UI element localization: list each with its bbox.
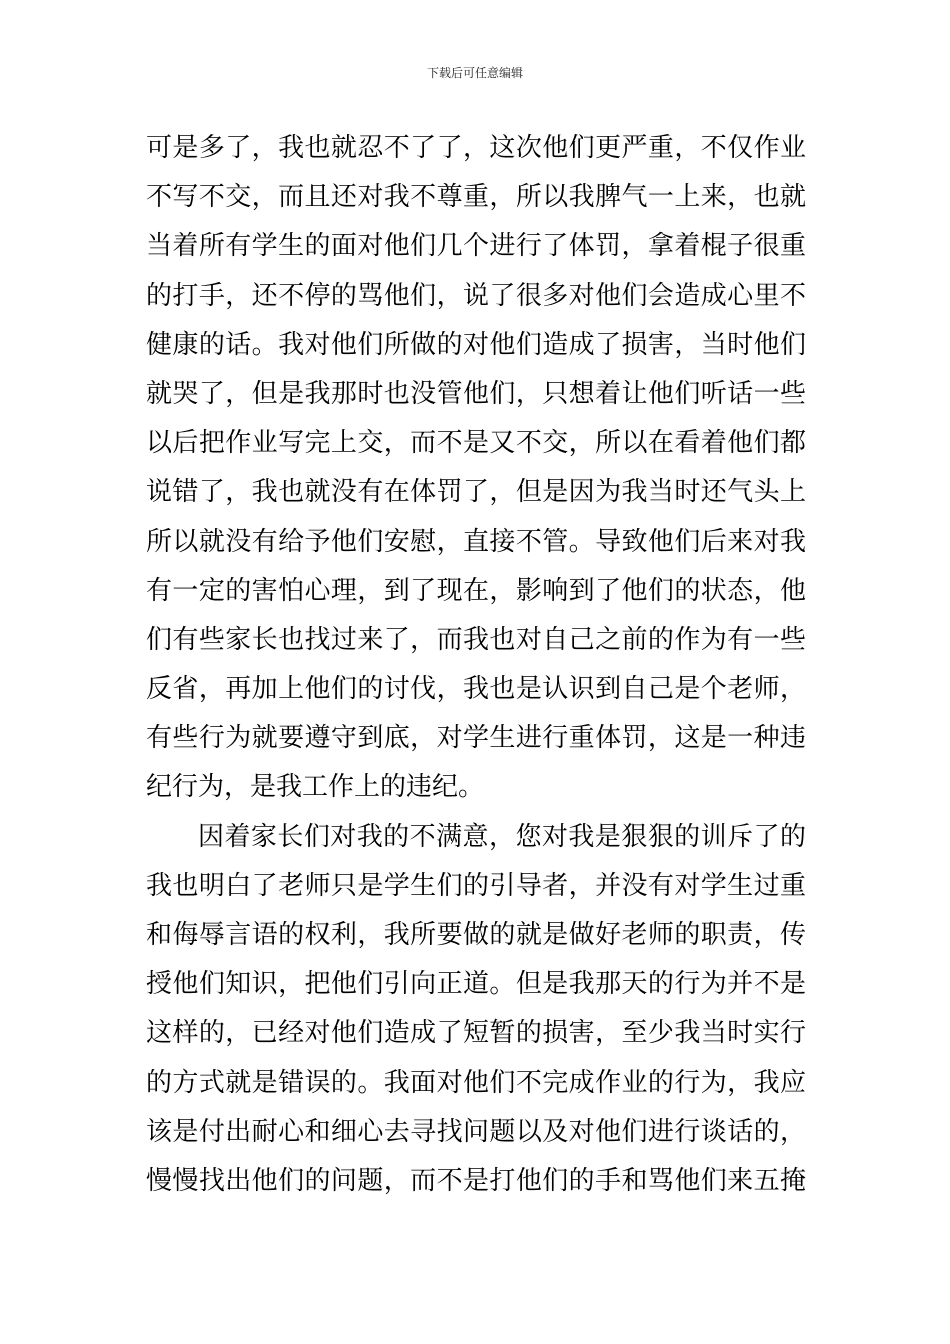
text-line: 说错了，我也就没有在体罚了，但是因为我当时还气头上 [146, 477, 806, 508]
text-line: 健康的话。我对他们所做的对他们造成了损害，当时他们 [146, 329, 806, 360]
text-line: 纪行为，是我工作上的违纪。 [146, 772, 485, 803]
text-line: 这样的，已经对他们造成了短暂的损害，至少我当时实行 [146, 1018, 806, 1049]
text-line: 授他们知识，把他们引向正道。但是我那天的行为并不是 [146, 969, 806, 1000]
page-header: 下载后可任意编辑 [426, 66, 523, 80]
text-line: 以后把作业写完上交，而不是又不交，所以在看着他们都 [146, 428, 806, 459]
text-line: 和侮辱言语的权利，我所要做的就是做好老师的职责，传 [146, 920, 806, 950]
text-line: 我也明白了老师只是学生们的引导者，并没有对学生过重 [146, 870, 806, 901]
document-body [146, 124, 806, 1206]
text-line: 的方式就是错误的。我面对他们不完成作业的行为，我应 [146, 1067, 806, 1098]
text-line: 当着所有学生的面对他们几个进行了体罚，拿着棍子很重 [146, 231, 806, 262]
text-line: 该是付出耐心和细心去寻找问题以及对他们进行谈话的， [146, 1116, 806, 1147]
text-line: 慢慢找出他们的问题，而不是打他们的手和骂他们来五掩 [146, 1165, 806, 1196]
text-line: 就哭了，但是我那时也没管他们，只想着让他们听话一些 [146, 378, 806, 409]
text-line: 的打手，还不停的骂他们，说了很多对他们会造成心里不 [146, 280, 806, 311]
text-line: 因着家长们对我的不满意，您对我是狠狠的训斥了的 [198, 821, 806, 852]
text-line: 有一定的害怕心理，到了现在，影响到了他们的状态，他 [146, 575, 806, 606]
paragraph [146, 124, 806, 813]
text-line: 有些行为就要遵守到底，对学生进行重体罚，这是一种违 [146, 723, 806, 754]
text-line: 所以就没有给予他们安慰，直接不管。导致他们后来对我 [146, 526, 806, 557]
text-line: 不写不交，而且还对我不尊重，所以我脾气一上来，也就 [146, 182, 806, 213]
paragraph [146, 813, 806, 1207]
text-line: 们有些家长也找过来了，而我也对自己之前的作为有一些 [146, 624, 806, 655]
text-line: 可是多了，我也就忍不了了，这次他们更严重，不仅作业 [146, 133, 806, 163]
text-line: 反省，再加上他们的讨伐，我也是认识到自己是个老师， [146, 674, 806, 705]
